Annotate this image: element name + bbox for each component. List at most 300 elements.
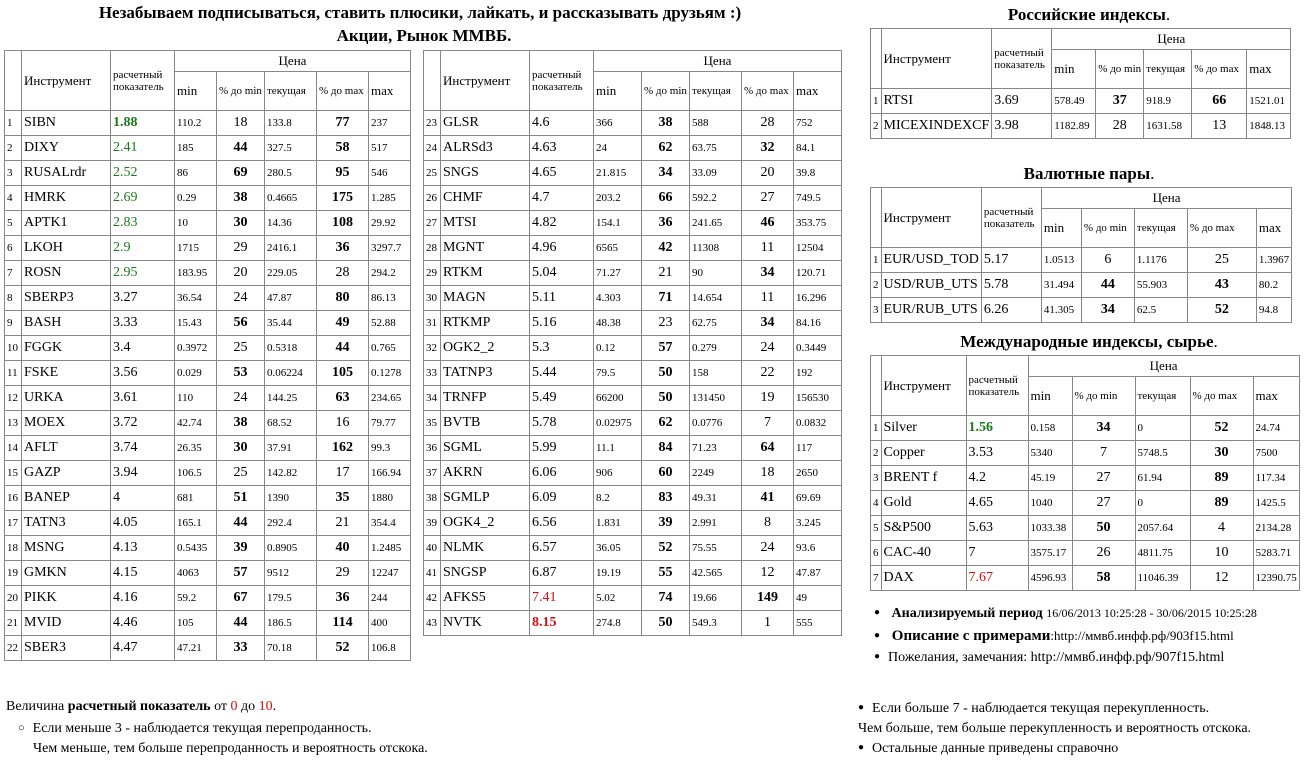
pct-to-max: 49 — [317, 311, 369, 336]
instrument-name: MVID — [22, 611, 111, 636]
row-number: 12 — [5, 386, 22, 411]
current-value: 42.565 — [690, 561, 742, 586]
international-wrap — [870, 355, 1300, 591]
table-row — [5, 561, 411, 586]
table-row — [424, 236, 842, 261]
footer-overbought-note: ● Если больше 7 - наблюдается текущая перекупленность. — [858, 701, 1209, 717]
row-number: 25 — [424, 161, 441, 186]
max-value: 294.2 — [369, 261, 411, 286]
current-value: 11308 — [690, 236, 742, 261]
min-value: 6565 — [594, 236, 642, 261]
instrument-name: RTSI — [881, 89, 992, 114]
min-value: 1.831 — [594, 511, 642, 536]
table-row — [424, 461, 842, 486]
table-row — [424, 611, 842, 636]
col-header-instrument: Инструмент — [881, 356, 966, 416]
pct-to-min: 30 — [217, 211, 265, 236]
pct-to-max: 77 — [317, 111, 369, 136]
table-row — [5, 136, 411, 161]
current-value: 1.1176 — [1134, 248, 1187, 273]
max-value: 1848.13 — [1247, 114, 1291, 139]
current-value: 90 — [690, 261, 742, 286]
max-value: 1.2485 — [369, 536, 411, 561]
indicator-value: 3.27 — [111, 286, 175, 311]
indicator-value: 3.69 — [992, 89, 1052, 114]
indicator-value: 2.83 — [111, 211, 175, 236]
indicator-value: 4.82 — [530, 211, 594, 236]
international-title: Международные индексы, сырье. — [960, 332, 1218, 351]
indicator-value: 5.16 — [530, 311, 594, 336]
col-header-current: текущая — [690, 72, 742, 111]
current-value: 9512 — [265, 561, 317, 586]
pct-to-min: 23 — [642, 311, 690, 336]
pct-to-min: 44 — [217, 511, 265, 536]
instrument-name: NLMK — [441, 536, 530, 561]
current-value: 179.5 — [265, 586, 317, 611]
footer-oversold-note: ○ Если меньше 3 - наблюдается текущая перепроданность. — [18, 721, 371, 737]
max-value: 752 — [794, 111, 842, 136]
min-value: 4063 — [175, 561, 217, 586]
current-value: 0.4665 — [265, 186, 317, 211]
pct-to-min: 34 — [1072, 416, 1135, 441]
col-header-current: текущая — [1135, 377, 1190, 416]
info-period: ● Анализируемый период 16/06/2013 10:25:28 - 30/06/2015 10:25:28 — [874, 606, 1257, 622]
max-value: 192 — [794, 361, 842, 386]
instrument-name: OGK4_2 — [441, 511, 530, 536]
indicator-value: 4.63 — [530, 136, 594, 161]
table-row — [424, 161, 842, 186]
row-number: 21 — [5, 611, 22, 636]
min-value: 366 — [594, 111, 642, 136]
pct-to-min: 44 — [217, 136, 265, 161]
row-number: 6 — [871, 541, 882, 566]
pct-to-max: 35 — [317, 486, 369, 511]
col-header-num — [5, 51, 22, 111]
col-header-pct-min: % до min — [642, 72, 690, 111]
col-header-indicator: расчетный показатель — [111, 51, 175, 111]
col-header-pct-min: % до min — [217, 72, 265, 111]
row-number: 3 — [5, 161, 22, 186]
max-value: 39.8 — [794, 161, 842, 186]
currency-pairs-title: Валютные пары. — [1023, 164, 1155, 183]
table-row — [5, 186, 411, 211]
instrument-name: DAX — [881, 566, 966, 591]
min-value: 15.43 — [175, 311, 217, 336]
instrument-name: FSKE — [22, 361, 111, 386]
instrument-name: AFLT — [22, 436, 111, 461]
table-row — [871, 441, 1300, 466]
pct-to-max: 11 — [742, 236, 794, 261]
pct-to-max: 52 — [1190, 416, 1253, 441]
pct-to-max: 29 — [317, 561, 369, 586]
max-value: 1425.5 — [1253, 491, 1299, 516]
instrument-name: TATNP3 — [441, 361, 530, 386]
min-value: 42.74 — [175, 411, 217, 436]
pct-to-max: 58 — [317, 136, 369, 161]
col-header-min: min — [1028, 377, 1072, 416]
stocks-table-right-wrap — [423, 50, 842, 636]
max-value: 117 — [794, 436, 842, 461]
row-number: 37 — [424, 461, 441, 486]
row-number: 34 — [424, 386, 441, 411]
pct-to-min: 57 — [217, 561, 265, 586]
current-value: 55.903 — [1134, 273, 1187, 298]
pct-to-max: 108 — [317, 211, 369, 236]
pct-to-max: 30 — [1190, 441, 1253, 466]
max-value: 49 — [794, 586, 842, 611]
instrument-name: HMRK — [22, 186, 111, 211]
row-number: 28 — [424, 236, 441, 261]
indicator-value: 5.78 — [981, 273, 1041, 298]
indicator-value: 7 — [966, 541, 1028, 566]
row-number: 2 — [871, 273, 882, 298]
col-header-pct-max: % до max — [742, 72, 794, 111]
max-value: 749.5 — [794, 186, 842, 211]
indicator-value: 4 — [111, 486, 175, 511]
row-number: 1 — [871, 89, 882, 114]
table-row — [5, 311, 411, 336]
min-value: 10 — [175, 211, 217, 236]
instrument-name: AFKS5 — [441, 586, 530, 611]
instrument-name: PIKK — [22, 586, 111, 611]
indicator-value: 5.49 — [530, 386, 594, 411]
pct-to-max: 40 — [317, 536, 369, 561]
current-value: 33.09 — [690, 161, 742, 186]
indicator-value: 4.96 — [530, 236, 594, 261]
row-number: 15 — [5, 461, 22, 486]
min-value: 71.27 — [594, 261, 642, 286]
current-value: 37.91 — [265, 436, 317, 461]
table-row — [424, 511, 842, 536]
max-value: 84.1 — [794, 136, 842, 161]
instrument-name: ALRSd3 — [441, 136, 530, 161]
min-value: 36.05 — [594, 536, 642, 561]
current-value: 327.5 — [265, 136, 317, 161]
table-row — [5, 111, 411, 136]
min-value: 59.2 — [175, 586, 217, 611]
instrument-name: TATN3 — [22, 511, 111, 536]
instrument-name: TRNFP — [441, 386, 530, 411]
min-value: 0.158 — [1028, 416, 1072, 441]
pct-to-min: 62 — [642, 136, 690, 161]
col-header-instrument: Инструмент — [22, 51, 111, 111]
col-header-pct-max: % до max — [317, 72, 369, 111]
instrument-name: Copper — [881, 441, 966, 466]
instrument-name: Gold — [881, 491, 966, 516]
max-value: 0.765 — [369, 336, 411, 361]
indicator-value: 3.53 — [966, 441, 1028, 466]
table-row — [5, 611, 411, 636]
row-number: 6 — [5, 236, 22, 261]
pct-to-max: 89 — [1190, 466, 1253, 491]
instrument-name: SNGSP — [441, 561, 530, 586]
pct-to-min: 27 — [1072, 466, 1135, 491]
header-market-title: Акции, Рынок ММВБ. — [336, 26, 512, 45]
min-value: 5340 — [1028, 441, 1072, 466]
row-number: 32 — [424, 336, 441, 361]
current-value: 2249 — [690, 461, 742, 486]
row-number: 7 — [5, 261, 22, 286]
current-value: 0.8905 — [265, 536, 317, 561]
max-value: 244 — [369, 586, 411, 611]
row-number: 24 — [424, 136, 441, 161]
min-value: 0.5435 — [175, 536, 217, 561]
indicator-value: 5.99 — [530, 436, 594, 461]
instrument-name: GAZP — [22, 461, 111, 486]
pct-to-min: 25 — [217, 336, 265, 361]
col-header-num — [424, 51, 441, 111]
max-value: 117.34 — [1253, 466, 1299, 491]
min-value: 36.54 — [175, 286, 217, 311]
max-value: 93.6 — [794, 536, 842, 561]
row-number: 11 — [5, 361, 22, 386]
pct-to-min: 69 — [217, 161, 265, 186]
pct-to-max: 7 — [742, 411, 794, 436]
max-value: 5283.71 — [1253, 541, 1299, 566]
min-value: 0.3972 — [175, 336, 217, 361]
col-header-price: Цена — [175, 51, 411, 72]
col-header-indicator: расчетный показатель — [981, 188, 1041, 248]
current-value: 61.94 — [1135, 466, 1190, 491]
pct-to-min: 7 — [1072, 441, 1135, 466]
table-row — [5, 211, 411, 236]
table-row — [5, 361, 411, 386]
current-value: 19.66 — [690, 586, 742, 611]
row-number: 4 — [5, 186, 22, 211]
current-value: 918.9 — [1144, 89, 1192, 114]
pct-to-min: 51 — [217, 486, 265, 511]
pct-to-min: 66 — [642, 186, 690, 211]
max-value: 555 — [794, 611, 842, 636]
max-value: 166.94 — [369, 461, 411, 486]
col-header-max: max — [369, 72, 411, 111]
table-row — [871, 273, 1292, 298]
instrument-name: MAGN — [441, 286, 530, 311]
table-row — [5, 411, 411, 436]
current-value: 229.05 — [265, 261, 317, 286]
current-value: 62.75 — [690, 311, 742, 336]
pct-to-max: 114 — [317, 611, 369, 636]
current-value: 0.06224 — [265, 361, 317, 386]
table-row — [871, 541, 1300, 566]
max-value: 353.75 — [794, 211, 842, 236]
indicator-value: 3.61 — [111, 386, 175, 411]
col-header-indicator: расчетный показатель — [530, 51, 594, 111]
indicator-value: 4.6 — [530, 111, 594, 136]
pct-to-min: 39 — [642, 511, 690, 536]
max-value: 1521.01 — [1247, 89, 1291, 114]
current-value: 47.87 — [265, 286, 317, 311]
indicator-value: 4.46 — [111, 611, 175, 636]
instrument-name: ROSN — [22, 261, 111, 286]
instrument-name: GMKN — [22, 561, 111, 586]
pct-to-min: 28 — [1096, 114, 1144, 139]
indicator-value: 5.44 — [530, 361, 594, 386]
international-table — [870, 355, 1300, 591]
row-number: 16 — [5, 486, 22, 511]
table-row — [871, 491, 1300, 516]
col-header-indicator: расчетный показатель — [992, 29, 1052, 89]
instrument-name: URKA — [22, 386, 111, 411]
pct-to-max: 24 — [742, 536, 794, 561]
min-value: 105 — [175, 611, 217, 636]
max-value: 517 — [369, 136, 411, 161]
col-header-price: Цена — [1052, 29, 1291, 50]
pct-to-max: 36 — [317, 236, 369, 261]
pct-to-max: 24 — [742, 336, 794, 361]
pct-to-max: 52 — [317, 636, 369, 661]
table-row — [424, 136, 842, 161]
row-number: 3 — [871, 466, 882, 491]
row-number: 2 — [871, 441, 882, 466]
indicator-value: 4.7 — [530, 186, 594, 211]
pct-to-max: 63 — [317, 386, 369, 411]
pct-to-max: 41 — [742, 486, 794, 511]
min-value: 11.1 — [594, 436, 642, 461]
pct-to-min: 34 — [642, 161, 690, 186]
indicator-value: 5.11 — [530, 286, 594, 311]
instrument-name: MOEX — [22, 411, 111, 436]
pct-to-max: 34 — [742, 261, 794, 286]
current-value: 11046.39 — [1135, 566, 1190, 591]
current-value: 1390 — [265, 486, 317, 511]
current-value: 68.52 — [265, 411, 317, 436]
currency-pairs-wrap — [870, 187, 1292, 323]
max-value: 86.13 — [369, 286, 411, 311]
row-number: 23 — [424, 111, 441, 136]
pct-to-min: 29 — [217, 236, 265, 261]
row-number: 35 — [424, 411, 441, 436]
col-header-current: текущая — [1134, 209, 1187, 248]
currency-pairs-table — [870, 187, 1292, 323]
pct-to-max: 22 — [742, 361, 794, 386]
row-number: 30 — [424, 286, 441, 311]
indicator-value: 4.05 — [111, 511, 175, 536]
pct-to-min: 60 — [642, 461, 690, 486]
col-header-pct-max: % до max — [1187, 209, 1256, 248]
indicator-value: 4.15 — [111, 561, 175, 586]
pct-to-max: 16 — [317, 411, 369, 436]
min-value: 0.029 — [175, 361, 217, 386]
max-value: 7500 — [1253, 441, 1299, 466]
instrument-name: OGK2_2 — [441, 336, 530, 361]
row-number: 1 — [871, 416, 882, 441]
instrument-name: USD/RUB_UTS — [881, 273, 981, 298]
min-value: 47.21 — [175, 636, 217, 661]
table-row — [5, 636, 411, 661]
indicator-value: 3.98 — [992, 114, 1052, 139]
row-number: 14 — [5, 436, 22, 461]
russian-indices-title: Российские индексы. — [1007, 5, 1171, 24]
pct-to-min: 56 — [217, 311, 265, 336]
indicator-value: 8.15 — [530, 611, 594, 636]
min-value: 681 — [175, 486, 217, 511]
min-value: 578.49 — [1052, 89, 1096, 114]
min-value: 165.1 — [175, 511, 217, 536]
table-row — [424, 111, 842, 136]
table-row — [871, 516, 1300, 541]
instrument-name: SGML — [441, 436, 530, 461]
current-value: 70.18 — [265, 636, 317, 661]
table-row — [5, 511, 411, 536]
indicator-value: 5.17 — [981, 248, 1041, 273]
table-row — [424, 411, 842, 436]
indicator-value: 2.95 — [111, 261, 175, 286]
instrument-name: SIBN — [22, 111, 111, 136]
table-row — [424, 536, 842, 561]
current-value: 549.3 — [690, 611, 742, 636]
info-wishes: ● Пожелания, замечания: http://ммвб.инфф.рф/907f15.html — [874, 650, 1224, 666]
pct-to-max: 149 — [742, 586, 794, 611]
max-value: 3297.7 — [369, 236, 411, 261]
min-value: 0.02975 — [594, 411, 642, 436]
row-number: 20 — [5, 586, 22, 611]
max-value: 1880 — [369, 486, 411, 511]
max-value: 120.71 — [794, 261, 842, 286]
current-value: 186.5 — [265, 611, 317, 636]
min-value: 86 — [175, 161, 217, 186]
pct-to-min: 26 — [1072, 541, 1135, 566]
pct-to-max: 10 — [1190, 541, 1253, 566]
max-value: 52.88 — [369, 311, 411, 336]
table-row — [871, 466, 1300, 491]
current-value: 49.31 — [690, 486, 742, 511]
indicator-value: 4.2 — [966, 466, 1028, 491]
indicator-value: 7.41 — [530, 586, 594, 611]
pct-to-min: 33 — [217, 636, 265, 661]
pct-to-min: 74 — [642, 586, 690, 611]
row-number: 1 — [871, 248, 882, 273]
row-number: 13 — [5, 411, 22, 436]
current-value: 292.4 — [265, 511, 317, 536]
max-value: 237 — [369, 111, 411, 136]
pct-to-max: 11 — [742, 286, 794, 311]
row-number: 33 — [424, 361, 441, 386]
table-row — [424, 286, 842, 311]
instrument-name: CHMF — [441, 186, 530, 211]
table-row — [5, 436, 411, 461]
pct-to-min: 27 — [1072, 491, 1135, 516]
indicator-value: 4.47 — [111, 636, 175, 661]
indicator-value: 4.13 — [111, 536, 175, 561]
col-header-price: Цена — [1041, 188, 1291, 209]
pct-to-max: 175 — [317, 186, 369, 211]
indicator-value: 4.16 — [111, 586, 175, 611]
table-row — [871, 566, 1300, 591]
max-value: 0.1278 — [369, 361, 411, 386]
pct-to-min: 57 — [642, 336, 690, 361]
pct-to-min: 52 — [642, 536, 690, 561]
indicator-value: 7.67 — [966, 566, 1028, 591]
table-row — [871, 416, 1300, 441]
table-row — [424, 211, 842, 236]
min-value: 8.2 — [594, 486, 642, 511]
max-value: 99.3 — [369, 436, 411, 461]
min-value: 66200 — [594, 386, 642, 411]
min-value: 154.1 — [594, 211, 642, 236]
row-number: 36 — [424, 436, 441, 461]
current-value: 592.2 — [690, 186, 742, 211]
current-value: 4811.75 — [1135, 541, 1190, 566]
col-header-price: Цена — [594, 51, 842, 72]
indicator-value: 6.56 — [530, 511, 594, 536]
pct-to-max: 105 — [317, 361, 369, 386]
indicator-value: 1.88 — [111, 111, 175, 136]
min-value: 274.8 — [594, 611, 642, 636]
current-value: 75.55 — [690, 536, 742, 561]
row-number: 38 — [424, 486, 441, 511]
col-header-min: min — [594, 72, 642, 111]
